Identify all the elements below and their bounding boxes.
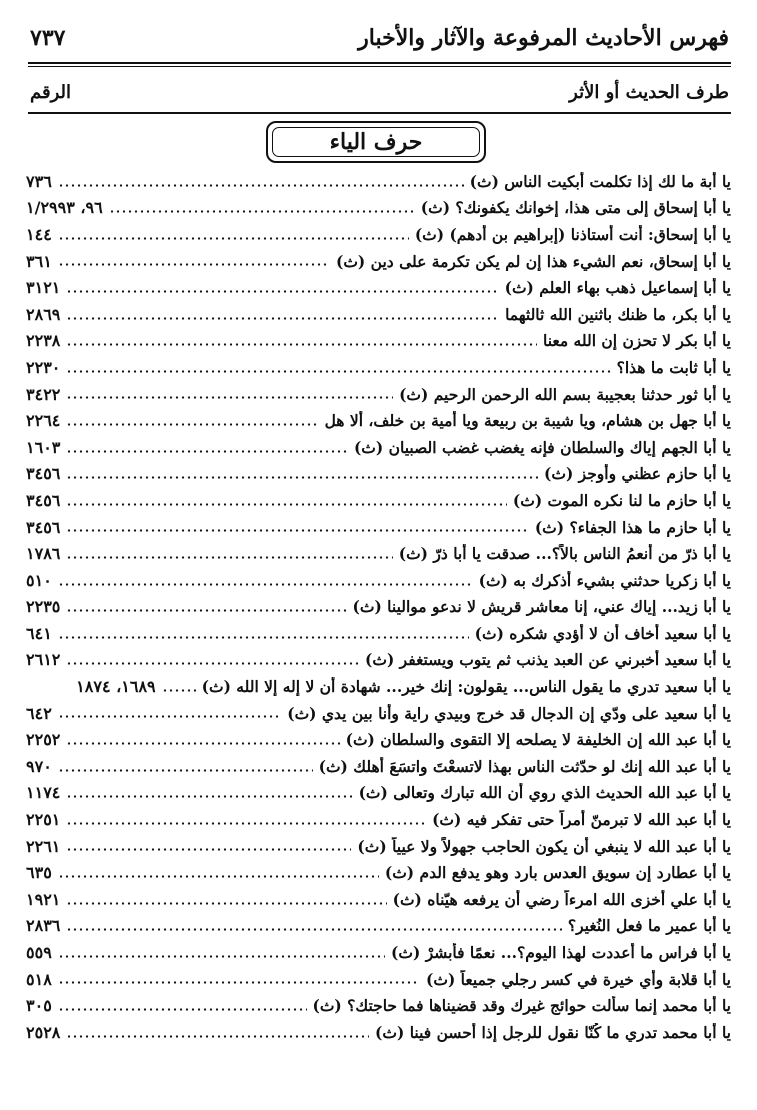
index-entry xyxy=(26,833,731,860)
column-heading-text: طرف الحديث أو الأثر xyxy=(569,81,729,103)
entry-reference-number: ٣٠٥ xyxy=(26,996,52,1016)
entry-text: يا أبا ثابت ما هذا؟ xyxy=(616,357,731,377)
entry-reference-number: ٣٦١ xyxy=(26,251,52,271)
dot-leader xyxy=(66,795,352,798)
entry-reference-number: ٢٦١٢ xyxy=(26,650,61,670)
dot-leader xyxy=(66,609,346,612)
entry-text: يا أبا بكر، ما ظنك باثنين الله ثالثهما xyxy=(505,304,731,324)
dot-leader xyxy=(66,317,499,320)
entry-reference-number: ٢٢٣٥ xyxy=(26,597,61,617)
index-entry xyxy=(26,328,731,355)
entry-text: يا أبا عبد الله إن الخليفة لا يصلحه إلا التقوى والسلطان (ث) xyxy=(345,730,731,750)
entry-text: يا أبا ثور حدثنا بعجيبة بسم الله الرحمن الرحيم (ث) xyxy=(399,384,731,404)
dot-leader xyxy=(66,742,339,745)
index-entry xyxy=(26,434,731,461)
entry-text: يا أبا إسماعيل ذهب بهاء العلم (ث) xyxy=(504,278,731,298)
dot-leader xyxy=(66,556,392,559)
dot-leader xyxy=(66,396,393,399)
dot-leader xyxy=(58,769,313,772)
dot-leader xyxy=(66,476,538,479)
entry-text: يا أبا سعيد على ودّي إن الدجال قد خرج وبيدي راية وأنا بين يدي (ث) xyxy=(287,703,731,723)
section-heading: حرف الياء xyxy=(272,127,480,157)
entry-text: يا أبا علي أخزى الله امرءاً رضي أن يرفعه هيّناه (ث) xyxy=(392,889,731,909)
index-entry xyxy=(26,913,731,940)
dot-leader xyxy=(58,263,330,266)
running-title: فهرس الأحاديث المرفوعة والآثار والأخبار xyxy=(358,25,729,51)
dot-leader xyxy=(66,423,318,426)
index-entry xyxy=(26,966,731,993)
entry-reference-number: ٦٤٢ xyxy=(26,703,52,723)
entry-reference-number: ٢٢٥٢ xyxy=(26,730,61,750)
entry-text: يا أبا زكريا حدثني بشيء أذكرك به (ث) xyxy=(478,570,731,590)
page-number: ٧٣٧ xyxy=(30,25,66,51)
dot-leader xyxy=(58,583,473,586)
entry-reference-number: ٢٢٦٤ xyxy=(26,411,61,431)
entry-reference-number: ٣٤٥٦ xyxy=(26,517,61,537)
header-rule-thin xyxy=(28,66,731,67)
entry-reference-number: ٣٤٥٦ xyxy=(26,464,61,484)
entry-reference-number: ١٩٢١ xyxy=(26,889,61,909)
index-entry xyxy=(26,354,731,381)
running-head xyxy=(30,18,729,58)
column-headings xyxy=(30,78,729,106)
entry-text: يا أبا سعيد تدري ما يقول الناس... يقولون: إنك خير... شهادة أن لا إله إلا الله (ث) xyxy=(201,677,731,697)
entry-text: يا أبا بكر لا تحزن إن الله معنا xyxy=(542,331,731,351)
entry-text: يا أبا عطارد إن سويق العدس بارد وهو يدفع الدم (ث) xyxy=(384,863,731,883)
entry-text: يا أبا سعيد أخبرني عن العبد يذنب ثم يتوب ويستغفر (ث) xyxy=(365,650,731,670)
entry-reference-number: ١١٧٤ xyxy=(26,783,61,803)
index-entry xyxy=(26,248,731,275)
entry-text: يا أبا عمير ما فعل النُغير؟ xyxy=(567,916,731,936)
index-entry xyxy=(26,700,731,727)
dot-leader xyxy=(66,902,386,905)
entry-reference-number: ٩٦، ١/٢٩٩٣ xyxy=(26,198,103,218)
entry-reference-number: ٢٥٢٨ xyxy=(26,1022,61,1042)
dot-leader xyxy=(66,848,351,851)
entry-text: يا أبا محمد تدري ما كُنّا نقول للرجل إذا أحسن فينا (ث) xyxy=(375,1022,731,1042)
entry-text: يا أبا الجهم إياك والسلطان فإنه يغضب غضب الصبيان (ث) xyxy=(353,437,731,457)
entry-reference-number: ٧٣٦ xyxy=(26,171,52,191)
index-entry xyxy=(26,673,731,700)
index-entry xyxy=(26,594,731,621)
entry-reference-number: ٢٢٣٠ xyxy=(26,357,61,377)
index-entry xyxy=(26,806,731,833)
entry-text: يا أبا عبد الله الحديث الذي روي أن الله تبارك وتعالى (ث) xyxy=(358,783,731,803)
entry-reference-number: ١٦٨٩، ١٨٧٤ xyxy=(76,677,156,697)
index-entry xyxy=(26,647,731,674)
entry-reference-number: ٢٢٦١ xyxy=(26,836,61,856)
entry-text: يا أبا جهل بن هشام، ويا شيبة بن ربيعة ويا أمية بن خلف، ألا هل xyxy=(324,411,731,431)
entry-text: يا أبا إسحاق إلى متى هذا، إخوانك يكفونك؟ (ث) xyxy=(420,198,731,218)
index-entry xyxy=(26,195,731,222)
entry-reference-number: ٥٥٩ xyxy=(26,943,52,963)
dot-leader xyxy=(66,928,562,931)
entry-reference-number: ٦٤١ xyxy=(26,623,52,643)
dot-leader xyxy=(58,715,281,718)
entry-text: يا أبا فراس ما أعددت لهذا اليوم؟... نعمًا فأبشرْ (ث) xyxy=(391,943,731,963)
entry-text: يا أبا سعيد أخاف أن لا أُؤدي شكره (ث) xyxy=(474,623,731,643)
index-entry xyxy=(26,1019,731,1046)
entry-text: يا أبا حازم ما هذا الجفاء؟ (ث) xyxy=(534,517,731,537)
entry-reference-number: ٢٨٦٩ xyxy=(26,304,61,324)
column-heading-rule xyxy=(28,112,731,114)
entry-reference-number: ٢٢٥١ xyxy=(26,810,61,830)
index-entry xyxy=(26,992,731,1019)
dot-leader xyxy=(66,1035,369,1038)
dot-leader xyxy=(66,822,426,825)
entry-text: يا أبا إسحاق: أنت أستاذنا (إبراهيم بن أدهم) (ث) xyxy=(414,224,731,244)
index-entry xyxy=(26,514,731,541)
index-entry xyxy=(26,886,731,913)
index-entry xyxy=(26,168,731,195)
entry-text: يا أبا عبد الله إنك لو حدّثت الناس بهذا لاتسعْتَ واتسَعَ أهلك (ث) xyxy=(318,756,731,776)
dot-leader xyxy=(109,210,415,213)
dot-leader xyxy=(58,636,469,639)
entry-reference-number: ٩٧٠ xyxy=(26,756,52,776)
index-entry xyxy=(26,620,731,647)
entry-reference-number: ٥١٨ xyxy=(26,969,52,989)
index-entry xyxy=(26,381,731,408)
dot-leader xyxy=(66,529,528,532)
dot-leader xyxy=(66,343,537,346)
dot-leader xyxy=(58,955,385,958)
dot-leader xyxy=(66,503,507,506)
dot-leader xyxy=(66,290,498,293)
dot-leader xyxy=(162,689,196,692)
index-entry xyxy=(26,859,731,886)
index-entry xyxy=(26,487,731,514)
header-rule-thick xyxy=(28,62,731,64)
entry-text: يا أبا حازم ما لنا نكره الموت (ث) xyxy=(512,490,731,510)
entry-reference-number: ٢٨٣٦ xyxy=(26,916,61,936)
index-entry xyxy=(26,939,731,966)
entry-text: يا أبا قلابة وأي خيرة في كسر رجلي جميعاً (ث) xyxy=(426,969,731,989)
section-heading-box xyxy=(266,121,486,163)
index-entry xyxy=(26,567,731,594)
entry-text: يا أبا حازم عظني وأوجز (ث) xyxy=(544,464,731,484)
entry-text: يا أبا ذرّ من أنعمُ الناس بالاً؟... صدقت يا أبا ذرّ (ث) xyxy=(398,544,731,564)
dot-leader xyxy=(66,370,610,373)
dot-leader xyxy=(58,1008,307,1011)
index-entry xyxy=(26,274,731,301)
index-entry xyxy=(26,407,731,434)
entry-reference-number: ١٧٨٦ xyxy=(26,544,61,564)
entry-text: يا أبة ما لك إذا تكلمت أبكيت الناس (ث) xyxy=(469,171,731,191)
dot-leader xyxy=(58,184,464,187)
dot-leader xyxy=(66,450,348,453)
entry-reference-number: ٣١٢١ xyxy=(26,278,61,298)
index-entry xyxy=(26,221,731,248)
entry-text: يا أبا عبد الله لا ينبغي أن يكون الحاجب جهولاً ولا عيياً (ث) xyxy=(357,836,731,856)
index-entry xyxy=(26,753,731,780)
dot-leader xyxy=(58,237,409,240)
entry-text: يا أبا عبد الله لا تبرمنّ أمراً حتى تفكر فيه (ث) xyxy=(432,810,731,830)
index-entry xyxy=(26,461,731,488)
entry-reference-number: ٣٤٥٦ xyxy=(26,490,61,510)
column-heading-number: الرقم xyxy=(30,81,72,103)
entry-text: يا أبا إسحاق، نعم الشيء هذا إن لم يكن تكرمة على دين (ث) xyxy=(336,251,731,271)
entry-reference-number: ١٦٠٣ xyxy=(26,437,61,457)
entry-reference-number: ٦٣٥ xyxy=(26,863,52,883)
entry-text: يا أبا زيد... إياك عني، إنا معاشر قريش لا ندعو موالينا (ث) xyxy=(352,597,731,617)
entry-reference-number: ١٤٤ xyxy=(26,224,52,244)
index-entry xyxy=(26,780,731,807)
entry-reference-number: ٣٤٢٢ xyxy=(26,384,61,404)
dot-leader xyxy=(58,981,420,984)
entry-list xyxy=(26,168,731,1046)
index-entry xyxy=(26,726,731,753)
entry-reference-number: ٢٢٣٨ xyxy=(26,331,61,351)
index-entry xyxy=(26,301,731,328)
dot-leader xyxy=(58,875,379,878)
entry-reference-number: ٥١٠ xyxy=(26,570,52,590)
entry-text: يا أبا محمد إنما سألت حوائج غيرك وقد قضيناها فما حاجتك؟ (ث) xyxy=(312,996,731,1016)
index-entry xyxy=(26,540,731,567)
dot-leader xyxy=(66,662,359,665)
